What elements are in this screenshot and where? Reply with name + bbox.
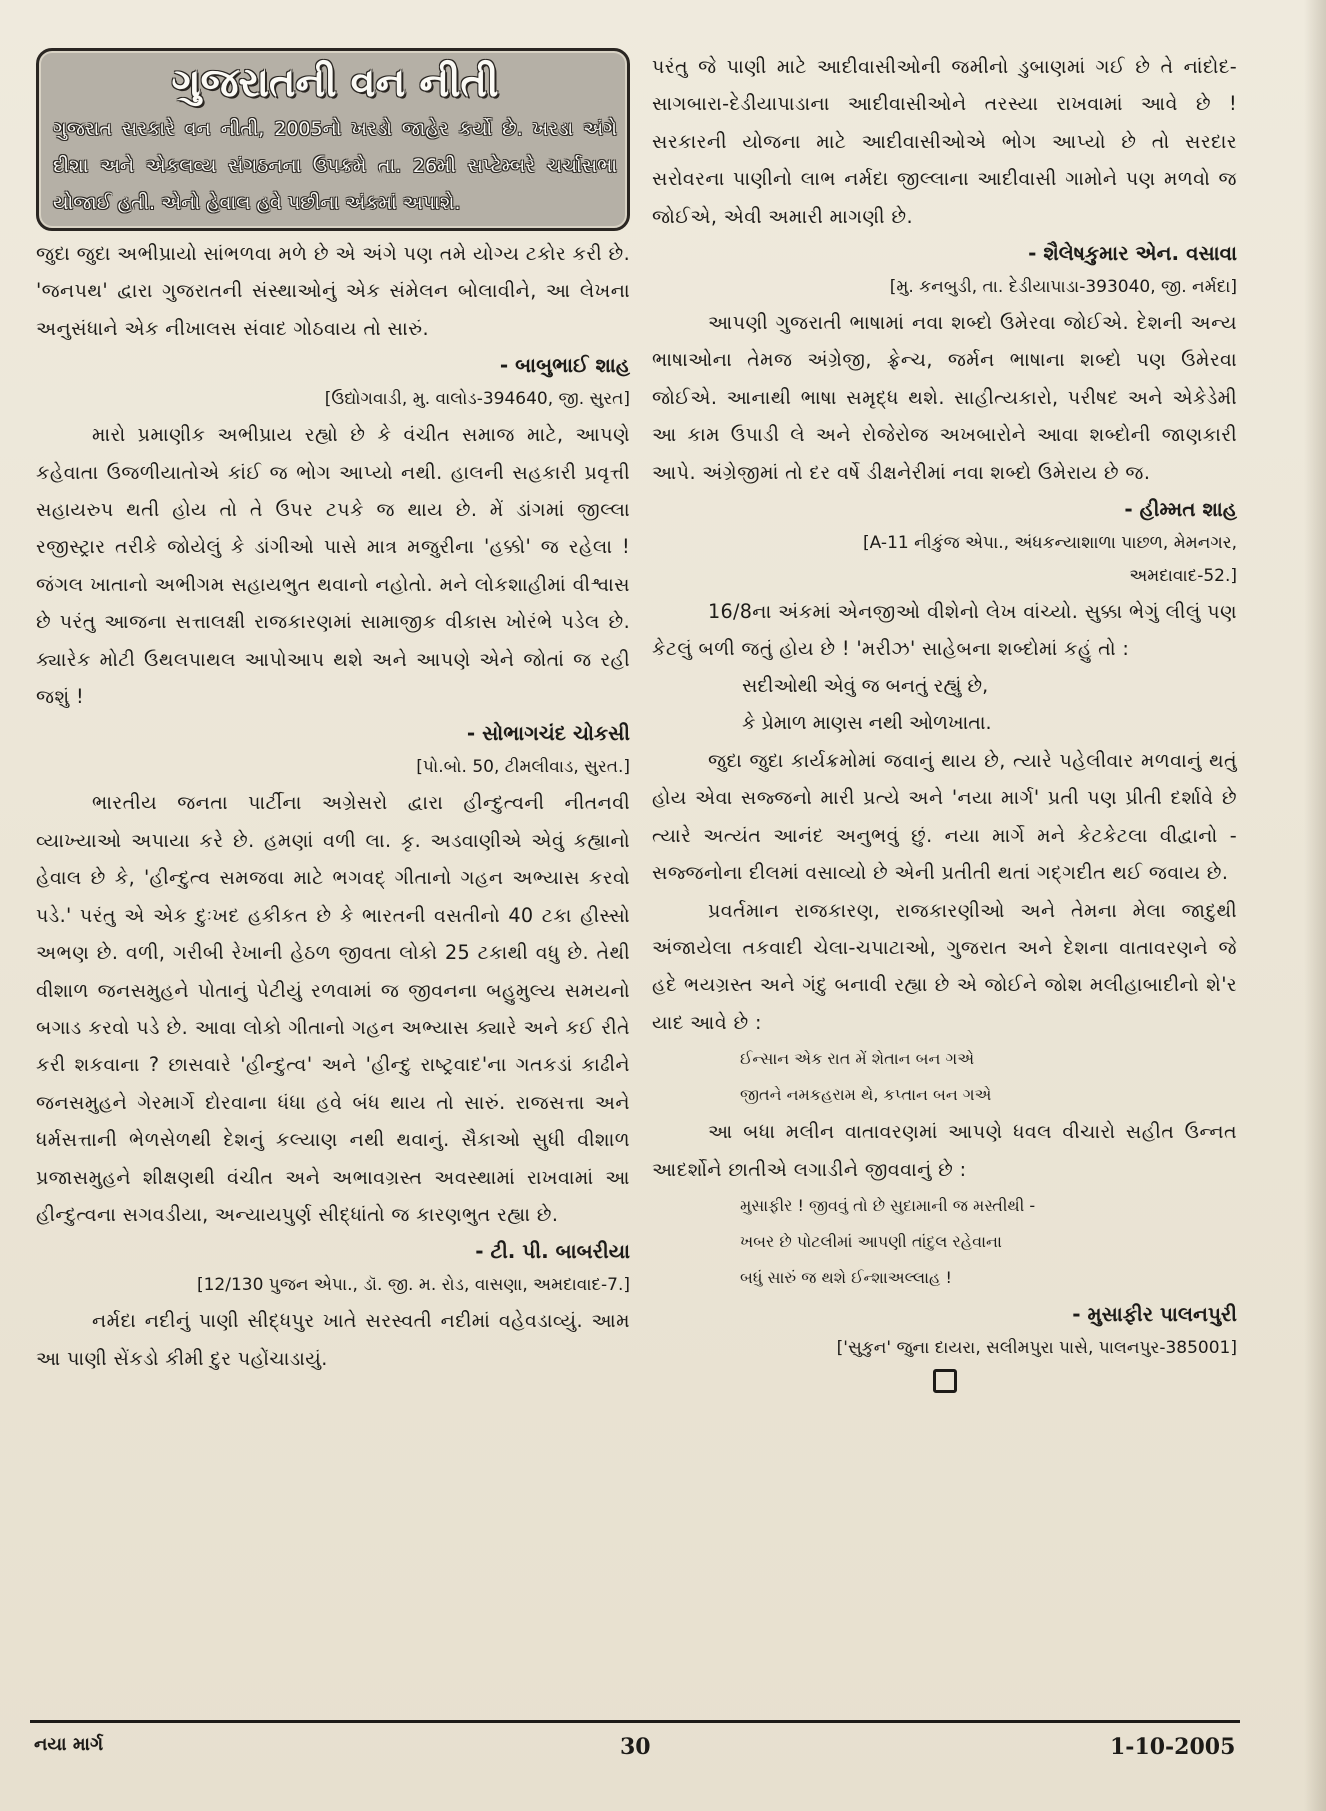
verse-line: સદીઓથી એવું જ બનતું રહ્યું છે,	[742, 674, 989, 697]
verse-line: બધું સારું જ થશે ઈન્શાઅલ્લાહ !	[740, 1267, 952, 1287]
verse-line: કે પ્રેમાળ માણસ નથી ઓળખાતા.	[742, 711, 992, 734]
verse-line: જીતને નમકહરામ થે, કપ્તાન બન ગએ	[740, 1085, 992, 1105]
letter-paragraph: મારો પ્રમાણીક અભીપ્રાય રહ્યો છે કે વંચીત સમાજ માટે, આપણે કહેવાતા ઉજળીયાતોએ કાંઈ જ ભોગ આપ્યો નથી. હાલની સહકારી પ્રવૃત્તી સહાયરુપ થતી હોય તો તે ઉપર ટપકે જ થાય છે. મેં ડાંગમાં જીલ્લા રજીસ્ટ્રાર તરીકે જોયેલું કે ડાંગીઓ પાસે માત્ર મજુરીના 'હક્કો' જ રહેલા ! જંગલ ખાતાનો અભીગમ સહાયભુત થવાનો નહોતો. મને લોકશાહીમાં વીશ્વાસ છે પરંતુ આજના સત્તાલક્ષી રાજકારણમાં સામાજીક વીકાસ ખોરંભે પડેલ છે. ક્યારેક મોટી ઉથલપાથલ આપોઆપ થશે અને આપણે એને જોતાં જ રહી જશું !	[36, 423, 630, 709]
letter-paragraph: આ બધા મલીન વાતાવરણમાં આપણે ધવલ વીચારો સહીત ઉન્નત આદર્શોને છાતીએ લગાડીને જીવવાનું છે :	[652, 1120, 1237, 1181]
end-of-article-icon	[933, 1369, 957, 1393]
letter-paragraph: જુદા જુદા કાર્યક્રમોમાં જવાનું થાય છે, ત્યારે પહેલીવાર મળવાનું થતું હોય એવા સજ્જનો મારી પ્રત્યે અને 'નયા માર્ગ' પ્રતી પણ પ્રીતી દર્શાવે છે ત્યારે અત્યંત આનંદ અનુભવું છું. નયા માર્ગે મને કેટકેટલા વીદ્વાનો - સજ્જનોના દીલમાં વસાવ્યો છે એની પ્રતીતી થતાં ગદ્ગદીત થઈ જવાય છે.	[652, 748, 1237, 885]
letter-signature: - હીમ્મત શાહ	[1124, 497, 1237, 522]
letter-address: [ઉદ્યોગવાડી, મુ. વાલોડ-394640, જી. સુરત]	[324, 389, 630, 410]
letter-address: ['સુકુન' જુના દાયરા, સલીમપુરા પાસે, પાલનપુર-385001]	[836, 1337, 1237, 1358]
issue-date: 1-10-2005	[1110, 1734, 1236, 1760]
letter-signature: - બાબુભાઈ શાહ	[499, 353, 630, 378]
letter-address: [12/130 પુજન એપા., ડૉ. જી. મ. રોડ, વાસણા, અમદાવાદ-7.]	[196, 1275, 630, 1296]
letter-paragraph: પરંતુ જે પાણી માટે આદીવાસીઓની જમીનો ડુબાણમાં ગઈ છે તે નાંદોદ- સાગબારા-દેડીયાપાડાના આદીવાસીઓને તરસ્યા રાખવામાં આવે છે ! સરકારની યોજના માટે આદીવાસીઓએ ભોગ આપ્યો છે તો સરદાર સરોવરના પાણીનો લાભ નર્મદા જીલ્લાના આદીવાસી ગામોને પણ મળવો જ જોઈએ, એવી અમારી માગણી છે.	[652, 55, 1237, 228]
magazine-name: નયા માર્ગ	[34, 1734, 104, 1755]
page-edge-shadow	[1304, 0, 1326, 1811]
verse-line: ઈન્સાન એક રાત મેં શેતાન બન ગએ	[740, 1049, 975, 1069]
verse-line: મુસાફીર ! જીવવું તો છે સુદામાની જ મસ્તીથી -	[740, 1195, 1036, 1215]
verse-line: ખબર છે પોટલીમાં આપણી તાંદુલ રહેવાના	[740, 1231, 1002, 1251]
left-column	[36, 48, 630, 1377]
letter-address: [મુ. કનબુડી, તા. દેડીયાપાડા-393040, જી. નર્મદા]	[889, 277, 1237, 298]
letter-paragraph: જુદા જુદા અભીપ્રાયો સાંભળવા મળે છે એ અંગે પણ તમે યોગ્ય ટકોર કરી છે. 'જનપથ' દ્વારા ગુજરાતની સંસ્થાઓનું એક સંમેલન બોલાવીને, આ લેખના અનુસંધાને એક નીખાલસ સંવાદ ગોઠવાય તો સારું.	[36, 242, 630, 340]
letter-paragraph: આપણી ગુજરાતી ભાષામાં નવા શબ્દો ઉમેરવા જોઈએ. દેશની અન્ય ભાષાઓના તેમજ અંગ્રેજી, ફ્રેન્ચ, જર્મન ભાષાના શબ્દો પણ ઉમેરવા જોઈએ. આનાથી ભાષા સમૃદ્ધ થશે. સાહીત્યકારો, પરીષદ અને એકેડેમી આ કામ ઉપાડી લે અને રોજેરોજ અખબારોને આવા શબ્દોની જાણકારી આપે. અંગ્રેજીમાં તો દર વર્ષે ડીક્ષનેરીમાં નવા શબ્દો ઉમેરાય છે જ.	[652, 311, 1237, 484]
letter-signature: - શૈલેષકુમાર એન. વસાવા	[1028, 241, 1237, 266]
letter-address: [પો.બો. 50, ટીમલીવાડ, સુરત.]	[416, 757, 630, 778]
letter-paragraph: 16/8ના અંકમાં એનજીઓ વીશેનો લેખ વાંચ્યો. સુક્કા ભેગું લીલું પણ કેટલું બળી જતું હોય છે ! 'મરીઝ' સાહેબના શબ્દોમાં કહું તો :	[652, 600, 1237, 661]
notice-box	[36, 48, 630, 231]
letter-signature: - મુસાફીર પાલનપુરી	[1072, 1301, 1237, 1326]
notice-body: ગુજરાત સરકારે વન નીતી, 2005નો ખરડો જાહેર કર્યો છે. ખરડા અંગે દીશા અને એકલવ્ય સંગઠનના ઉપક્રમે તા. 26મી સપ્ટેમ્બરે ચર્ચાસભા યોજાઈ હતી. એનો હેવાલ હવે પછીના અંકમાં અપાશે.	[53, 118, 617, 214]
notice-title: ગુજરાતની વન નીતી	[171, 60, 499, 106]
page-number: 30	[620, 1734, 651, 1760]
letter-address: અમદાવાદ-52.]	[1129, 566, 1237, 587]
letter-signature: - સોભાગચંદ ચોકસી	[466, 721, 630, 746]
letter-signature: - ટી. પી. બાબરીયા	[475, 1239, 630, 1264]
letter-paragraph: ભારતીય જનતા પાર્ટીના અગ્રેસરો દ્વારા હીન્દુત્વની નીતનવી વ્યાખ્યાઓ અપાયા કરે છે. હમણાં વળી લા. કૃ. અડવાણીએ એવું કહ્યાનો હેવાલ છે કે, 'હીન્દુત્વ સમજવા માટે ભગવદ્ ગીતાનો ગહન અભ્યાસ કરવો પડે.' પરંતુ એ એક દુઃખદ હકીકત છે કે ભારતની વસતીનો 40 ટકા હીસ્સો અભણ છે. વળી, ગરીબી રેખાની હેઠળ જીવતા લોકો 25 ટકાથી વધુ છે. તેથી વીશાળ જનસમુહને પોતાનું પેટીયું રળવામાં જ જીવનના બહુમુલ્ય સમયનો બગાડ કરવો પડે છે. આવા લોકો ગીતાનો ગહન અભ્યાસ ક્યારે અને કઈ રીતે કરી શકવાના ? છાસવારે 'હીન્દુત્વ' અને 'હીન્દુ રાષ્ટ્રવાદ'ના ગતકડાં કાઢીને જનસમુહને ગેરમાર્ગે દોરવાના ધંધા હવે બંધ થાય તો સારું. રાજસત્તા અને ધર્મસત્તાની ભેળસેળથી દેશનું કલ્યાણ નથી થવાનું. સૈકાઓ સુધી વીશાળ પ્રજાસમુહને શીક્ષણથી વંચીત અને અભાવગ્રસ્ત અવસ્થામાં રાખવામાં આ હીન્દુત્વના સગવડીયા, અન્યાયપુર્ણ સીદ્ધાંતો જ કારણભુત રહ્યા છે.	[36, 791, 630, 1226]
letter-paragraph: પ્રવર્તમાન રાજકારણ, રાજકારણીઓ અને તેમના મેલા જાદુથી અંજાયેલા તકવાદી ચેલા-ચપાટાઓ, ગુજરાત અને દેશના વાતાવરણને જે હદે ભયગ્રસ્ત અને ગંદુ બનાવી રહ્યા છે એ જોઈને જોશ મલીહાબાદીનો શે'ર યાદ આવે છે :	[652, 898, 1237, 1034]
footer-rule	[30, 1720, 1240, 1723]
letter-address: [A-11 નીકુંજ એપા., અંધકન્યાશાળા પાછળ, મેમનગર,	[863, 533, 1237, 554]
right-column	[652, 48, 1237, 1393]
letter-paragraph: નર્મદા નદીનું પાણી સીદ્ધપુર ખાતે સરસ્વતી નદીમાં વહેવડાવ્યું. આમ આ પાણી સેંકડો કીમી દુર પહોંચાડાયું.	[36, 1309, 630, 1370]
